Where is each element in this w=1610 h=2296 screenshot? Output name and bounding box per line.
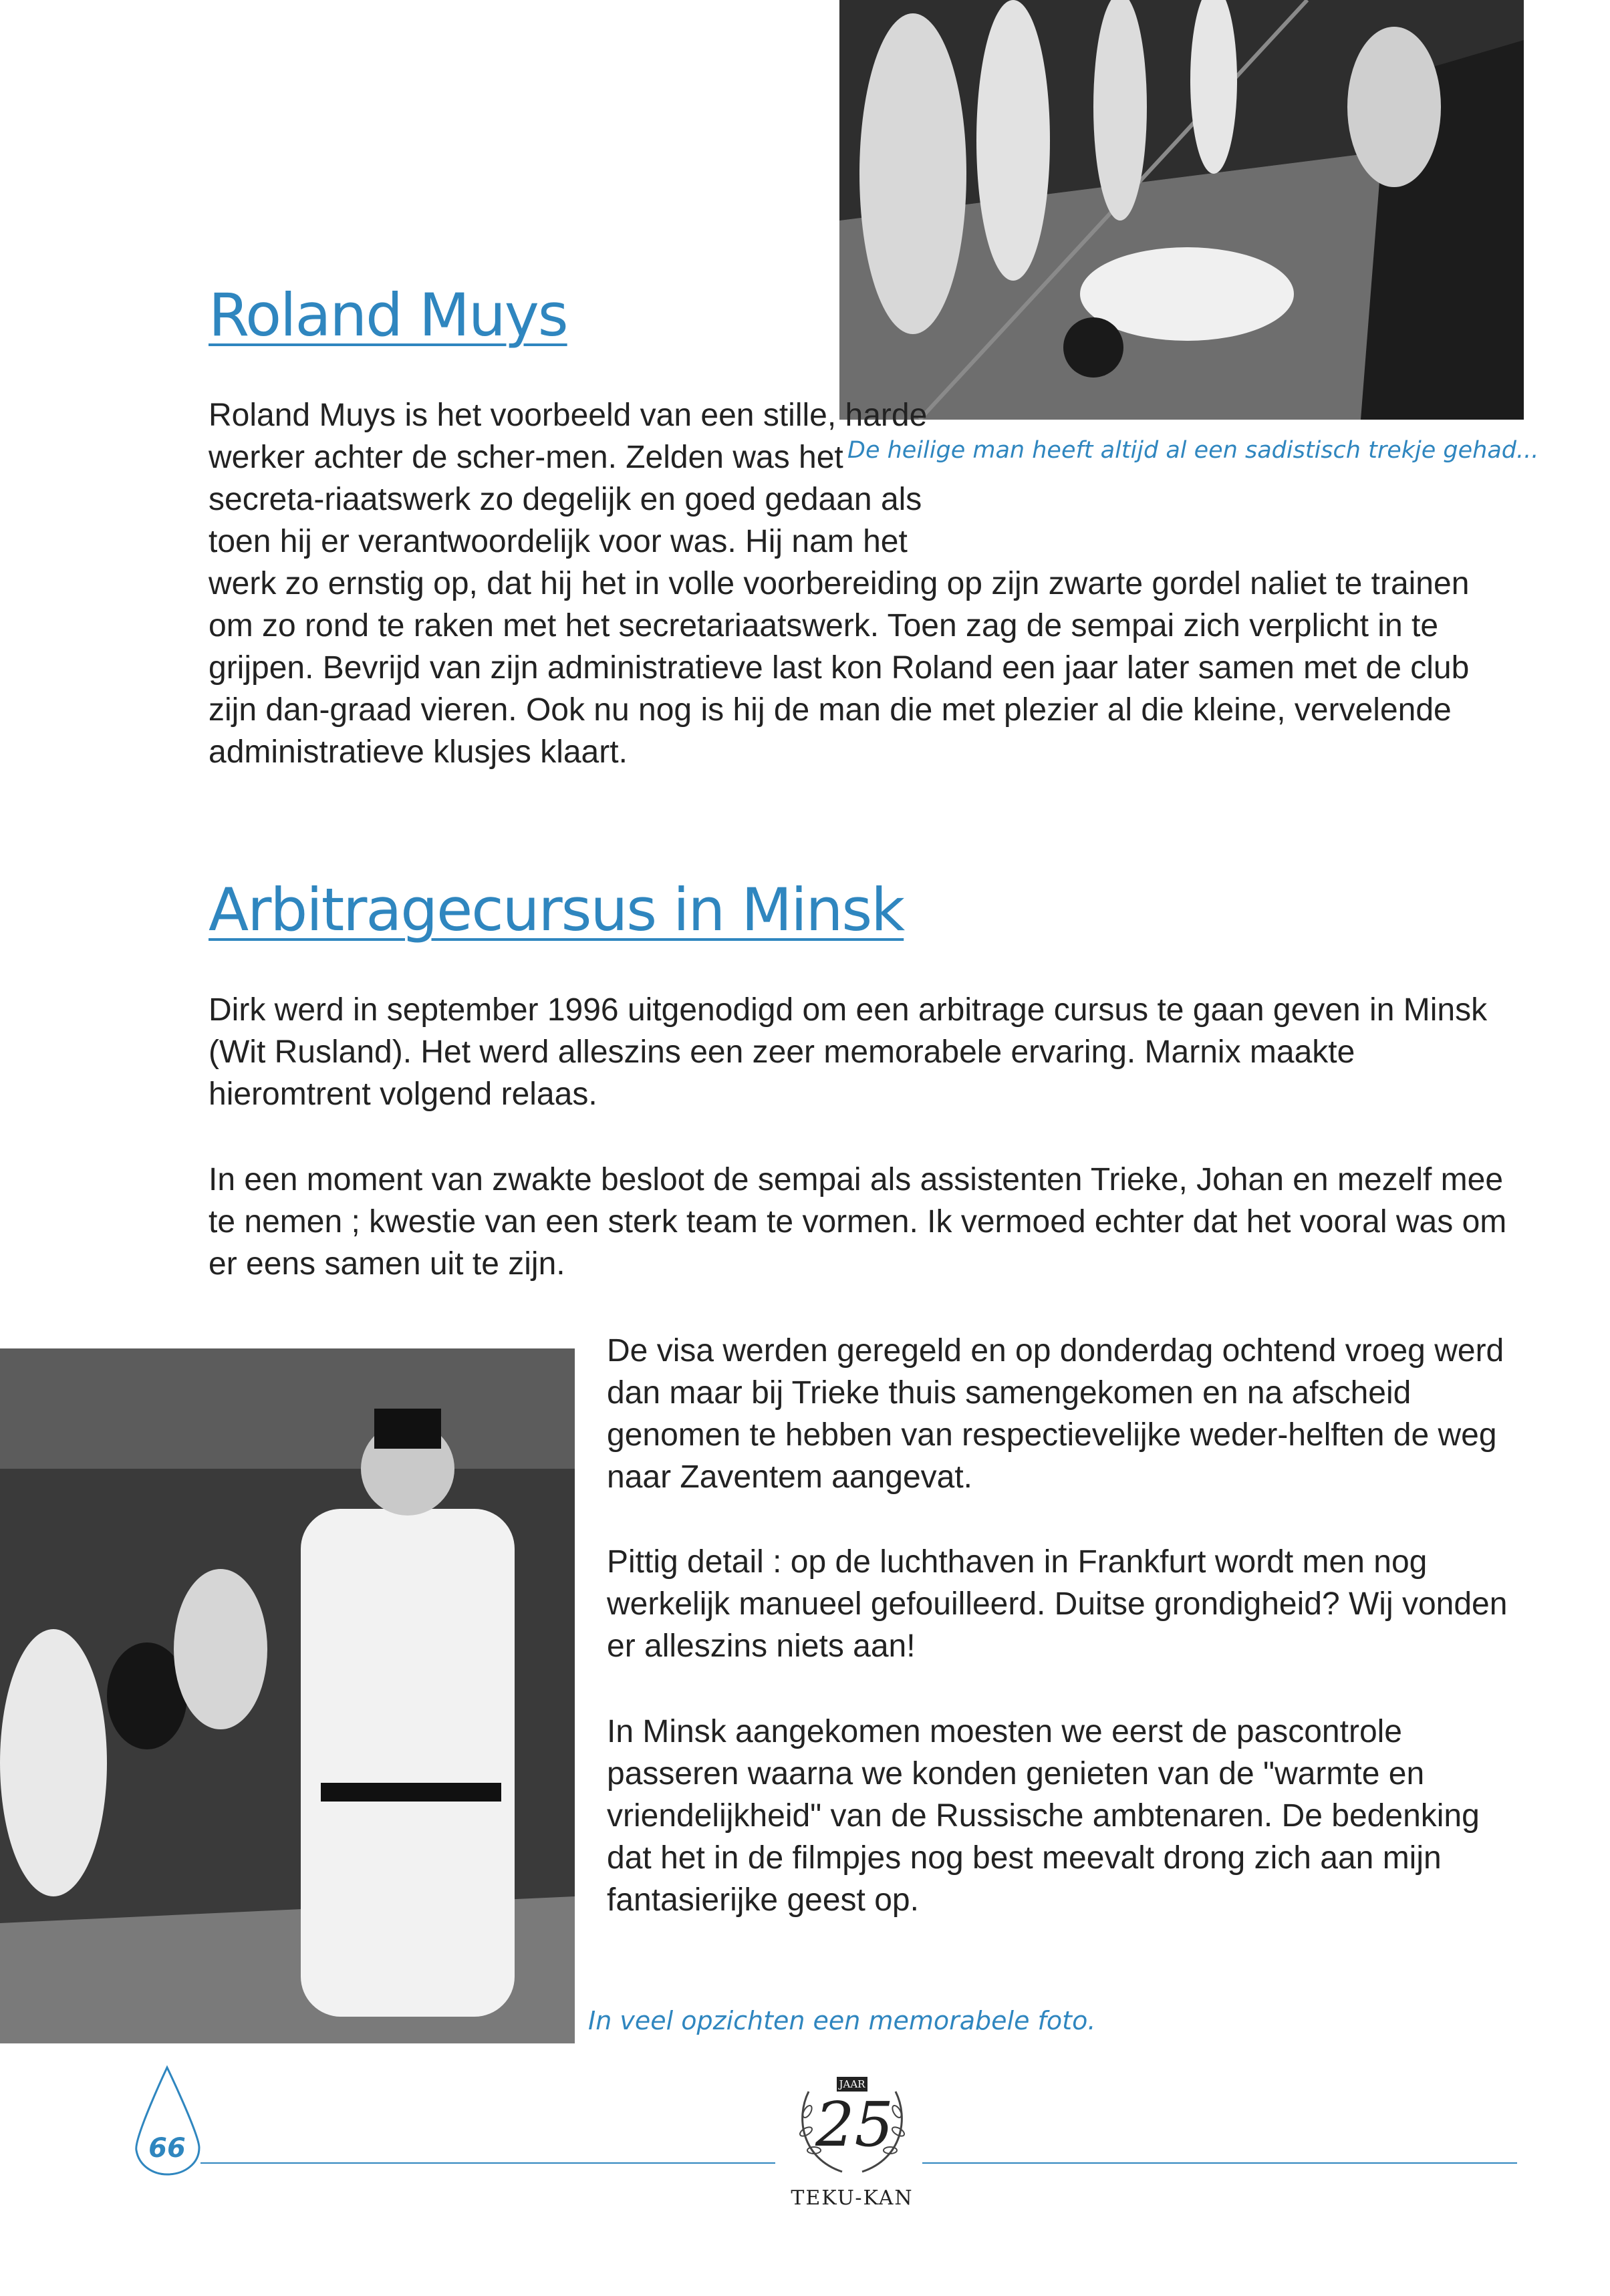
bottom-photo xyxy=(0,1348,575,2043)
photo-2-caption: In veel opzichten een memorabele foto. xyxy=(588,2006,1096,2035)
page-number: 66 xyxy=(148,2133,186,2164)
minsk-paragraph-3: De visa werden geregeld en op donderdag ochtend vroeg werd dan maar bij Trieke thuis samengekomen en na afscheid genomen te hebben van respectievelijke weder-helften de weg naar Zaventem aangevat. xyxy=(607,1333,1504,1495)
footer-line-right xyxy=(922,2162,1517,2164)
photo-1-wrap-space xyxy=(957,394,1518,521)
karate-bow-photo xyxy=(839,0,1524,420)
teku-kan-logo xyxy=(789,2071,916,2212)
top-photo xyxy=(839,0,1524,420)
page-number-badge xyxy=(127,2065,207,2178)
photo-1-caption: De heilige man heeft altijd al een sadistisch trekje gehad... xyxy=(847,437,1539,464)
roland-muys-paragraph: Roland Muys is het voorbeeld van een stille, harde werker achter de scher-men. Zelden was het secreta-riaatswerk zo degelijk en goed gedaan als toen hij er verantwoordelijk voor was. Hij nam het werk zo ernstig op, dat hij het in volle voorbereiding op zijn zwarte gordel naliet te trainen om zo rond te raken met het secretariaatswerk. Toen zag de sempai zich verplicht in te grijpen. Bevrijd van zijn administratieve last kon Roland een jaar later samen met de club zijn dan-graad vieren. Ook nu nog is hij de man die met plezier al die kleine, vervelende administratieve klusjes klaart. xyxy=(209,398,1470,770)
logo-number: 25 xyxy=(815,2089,894,2160)
minsk-paragraph-1: Dirk werd in september 1996 uitgenodigd om een arbitrage cursus te gaan geven in Minsk (Wit Rusland). Het werd alleszins een zeer memorabele ervaring. Marnix maakte hieromtrent volgend relaas. xyxy=(209,992,1488,1112)
section-1-body xyxy=(209,394,1518,773)
minsk-paragraph-4: Pittig detail : op de luchthaven in Frankfurt wordt men nog werkelijk manueel gefouilleerd. Duitse grondigheid? Wij vonden er alleszins niets aan! xyxy=(607,1544,1508,1664)
minsk-paragraph-2: In een moment van zwakte besloot de sempai als assistenten Trieke, Johan en mezelf mee te nemen ; kwestie van een sterk team te vormen. Ik vermoed echter dat het vooral was om er eens samen uit te zijn. xyxy=(209,1162,1507,1282)
minsk-paragraph-5: In Minsk aangekomen moesten we eerst de pascontrole passeren waarna we konden genieten van de "warmte en vriendelijkheid" van de Russische ambtenaren. De bedenking dat het in de filmpjes nog best meevalt drong zich aan mijn fantasierijke geest op. xyxy=(607,1714,1480,1918)
karate-blackbelt-photo xyxy=(0,1348,575,2043)
logo-name: TEKU-KAN xyxy=(791,2186,914,2210)
roland-muys-heading: Roland Muys xyxy=(209,281,567,349)
logo-jaar: JAAR xyxy=(839,2078,865,2090)
footer-line-left xyxy=(200,2162,775,2164)
arbitragecursus-heading: Arbitragecursus in Minsk xyxy=(209,875,904,944)
